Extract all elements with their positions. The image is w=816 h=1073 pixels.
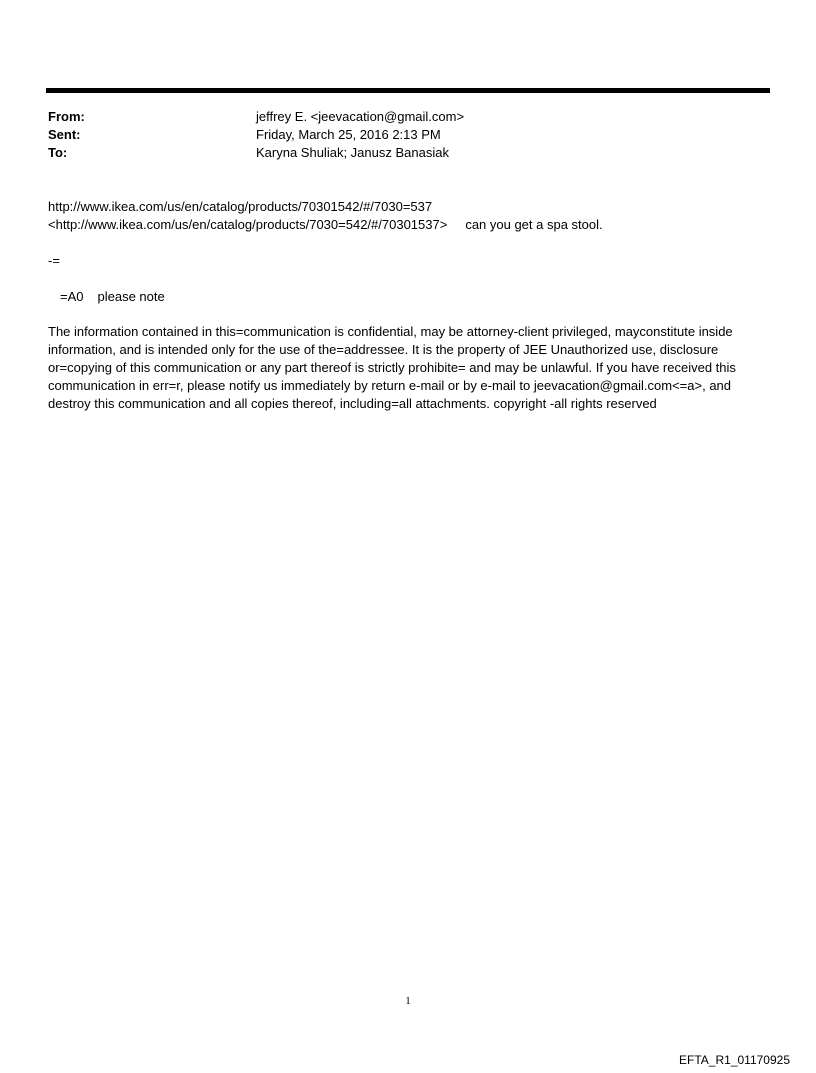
bates-number: EFTA_R1_01170925 (679, 1053, 790, 1067)
request-text: can you get a spa stool. (465, 217, 603, 232)
sent-row (48, 126, 748, 144)
header-divider (46, 88, 770, 93)
to-label: To: (48, 145, 68, 160)
url-line-2-row (48, 216, 768, 234)
page-number: 1 (405, 995, 411, 1007)
separator-text: -= (48, 253, 60, 268)
from-value: jeffrey E. <jeevacation@gmail.com> (256, 109, 465, 124)
sent-value: Friday, March 25, 2016 2:13 PM (256, 127, 441, 142)
confidentiality-disclaimer: The information contained in this=communication is confidential, may be attorney-client privileged, mayconstitute inside information, and is intended only for the use of the=addressee. It is the property of JEE Unauthorized use, disclosure or=copying of this communication or any part thereof is strictly prohibite= and may be unlawful. If you have received this communication in err=r, please notify us immediately by return e-mail or by e-mail to jeevacation@gmail.com<=a>, and destroy this communication and all copies thereof, including=all attachments. copyright -all rights reserved (48, 324, 736, 411)
from-label: From: (48, 109, 85, 124)
message-urls (48, 198, 768, 234)
note-line (60, 288, 780, 306)
to-value: Karyna Shuliak; Janusz Banasiak (256, 145, 449, 160)
note-text: please note (97, 289, 165, 304)
note-code: =A0 (60, 289, 84, 304)
from-row (48, 108, 748, 126)
url-line-1[interactable]: http://www.ikea.com/us/en/catalog/products/70301542/#/7030=537 (48, 199, 433, 214)
email-header (48, 108, 748, 162)
sent-label: Sent: (48, 127, 81, 142)
to-row (48, 144, 748, 162)
url-line-2[interactable]: <http://www.ikea.com/us/en/catalog/products/7030=542/#/70301537> (48, 217, 448, 232)
